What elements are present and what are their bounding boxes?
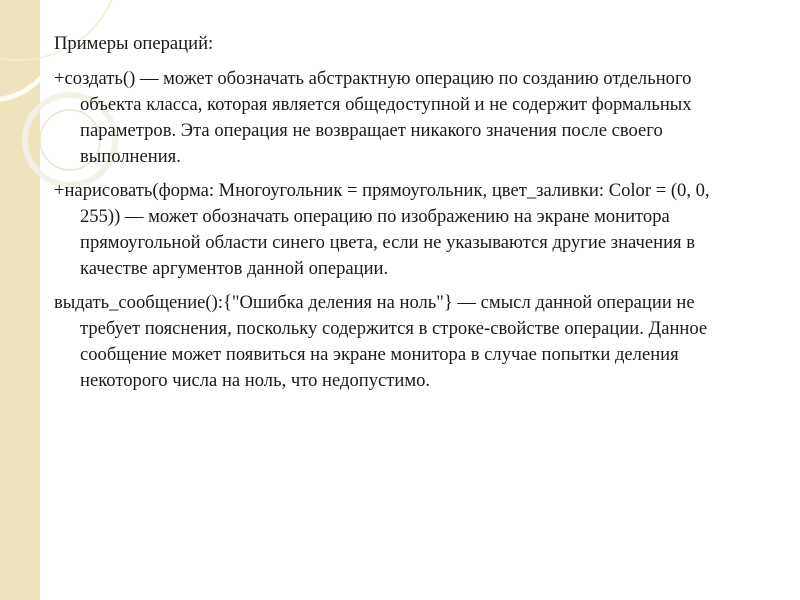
- slide-heading: Примеры операций:: [54, 33, 214, 54]
- slide-body: [54, 31, 754, 402]
- paragraph-draw-operation: +нарисовать(форма: Многоугольник = прямоугольник, цвет_заливки: Color = (0, 0, 255)) — может обозначать операцию по изображению на экране монитора прямоугольной области синего цвета, если не указываются другие значения в качестве аргументов данной операции.: [54, 180, 710, 279]
- paragraph-message-operation: выдать_сообщение():{"Ошибка деления на ноль"} — смысл данной операции не требует пояснения, поскольку содержится в строке-свойстве операции. Данное сообщение может появиться на экране монитора в случае попытки деления некоторого числа на ноль, что недопустимо.: [54, 292, 708, 391]
- paragraph-create-operation: +создать() — может обозначать абстрактную операцию по созданию отдельного объекта класса, которая является общедоступной и не содержит формальных параметров. Эта операция не возвращает никакого значения после своего выполнения.: [54, 68, 692, 167]
